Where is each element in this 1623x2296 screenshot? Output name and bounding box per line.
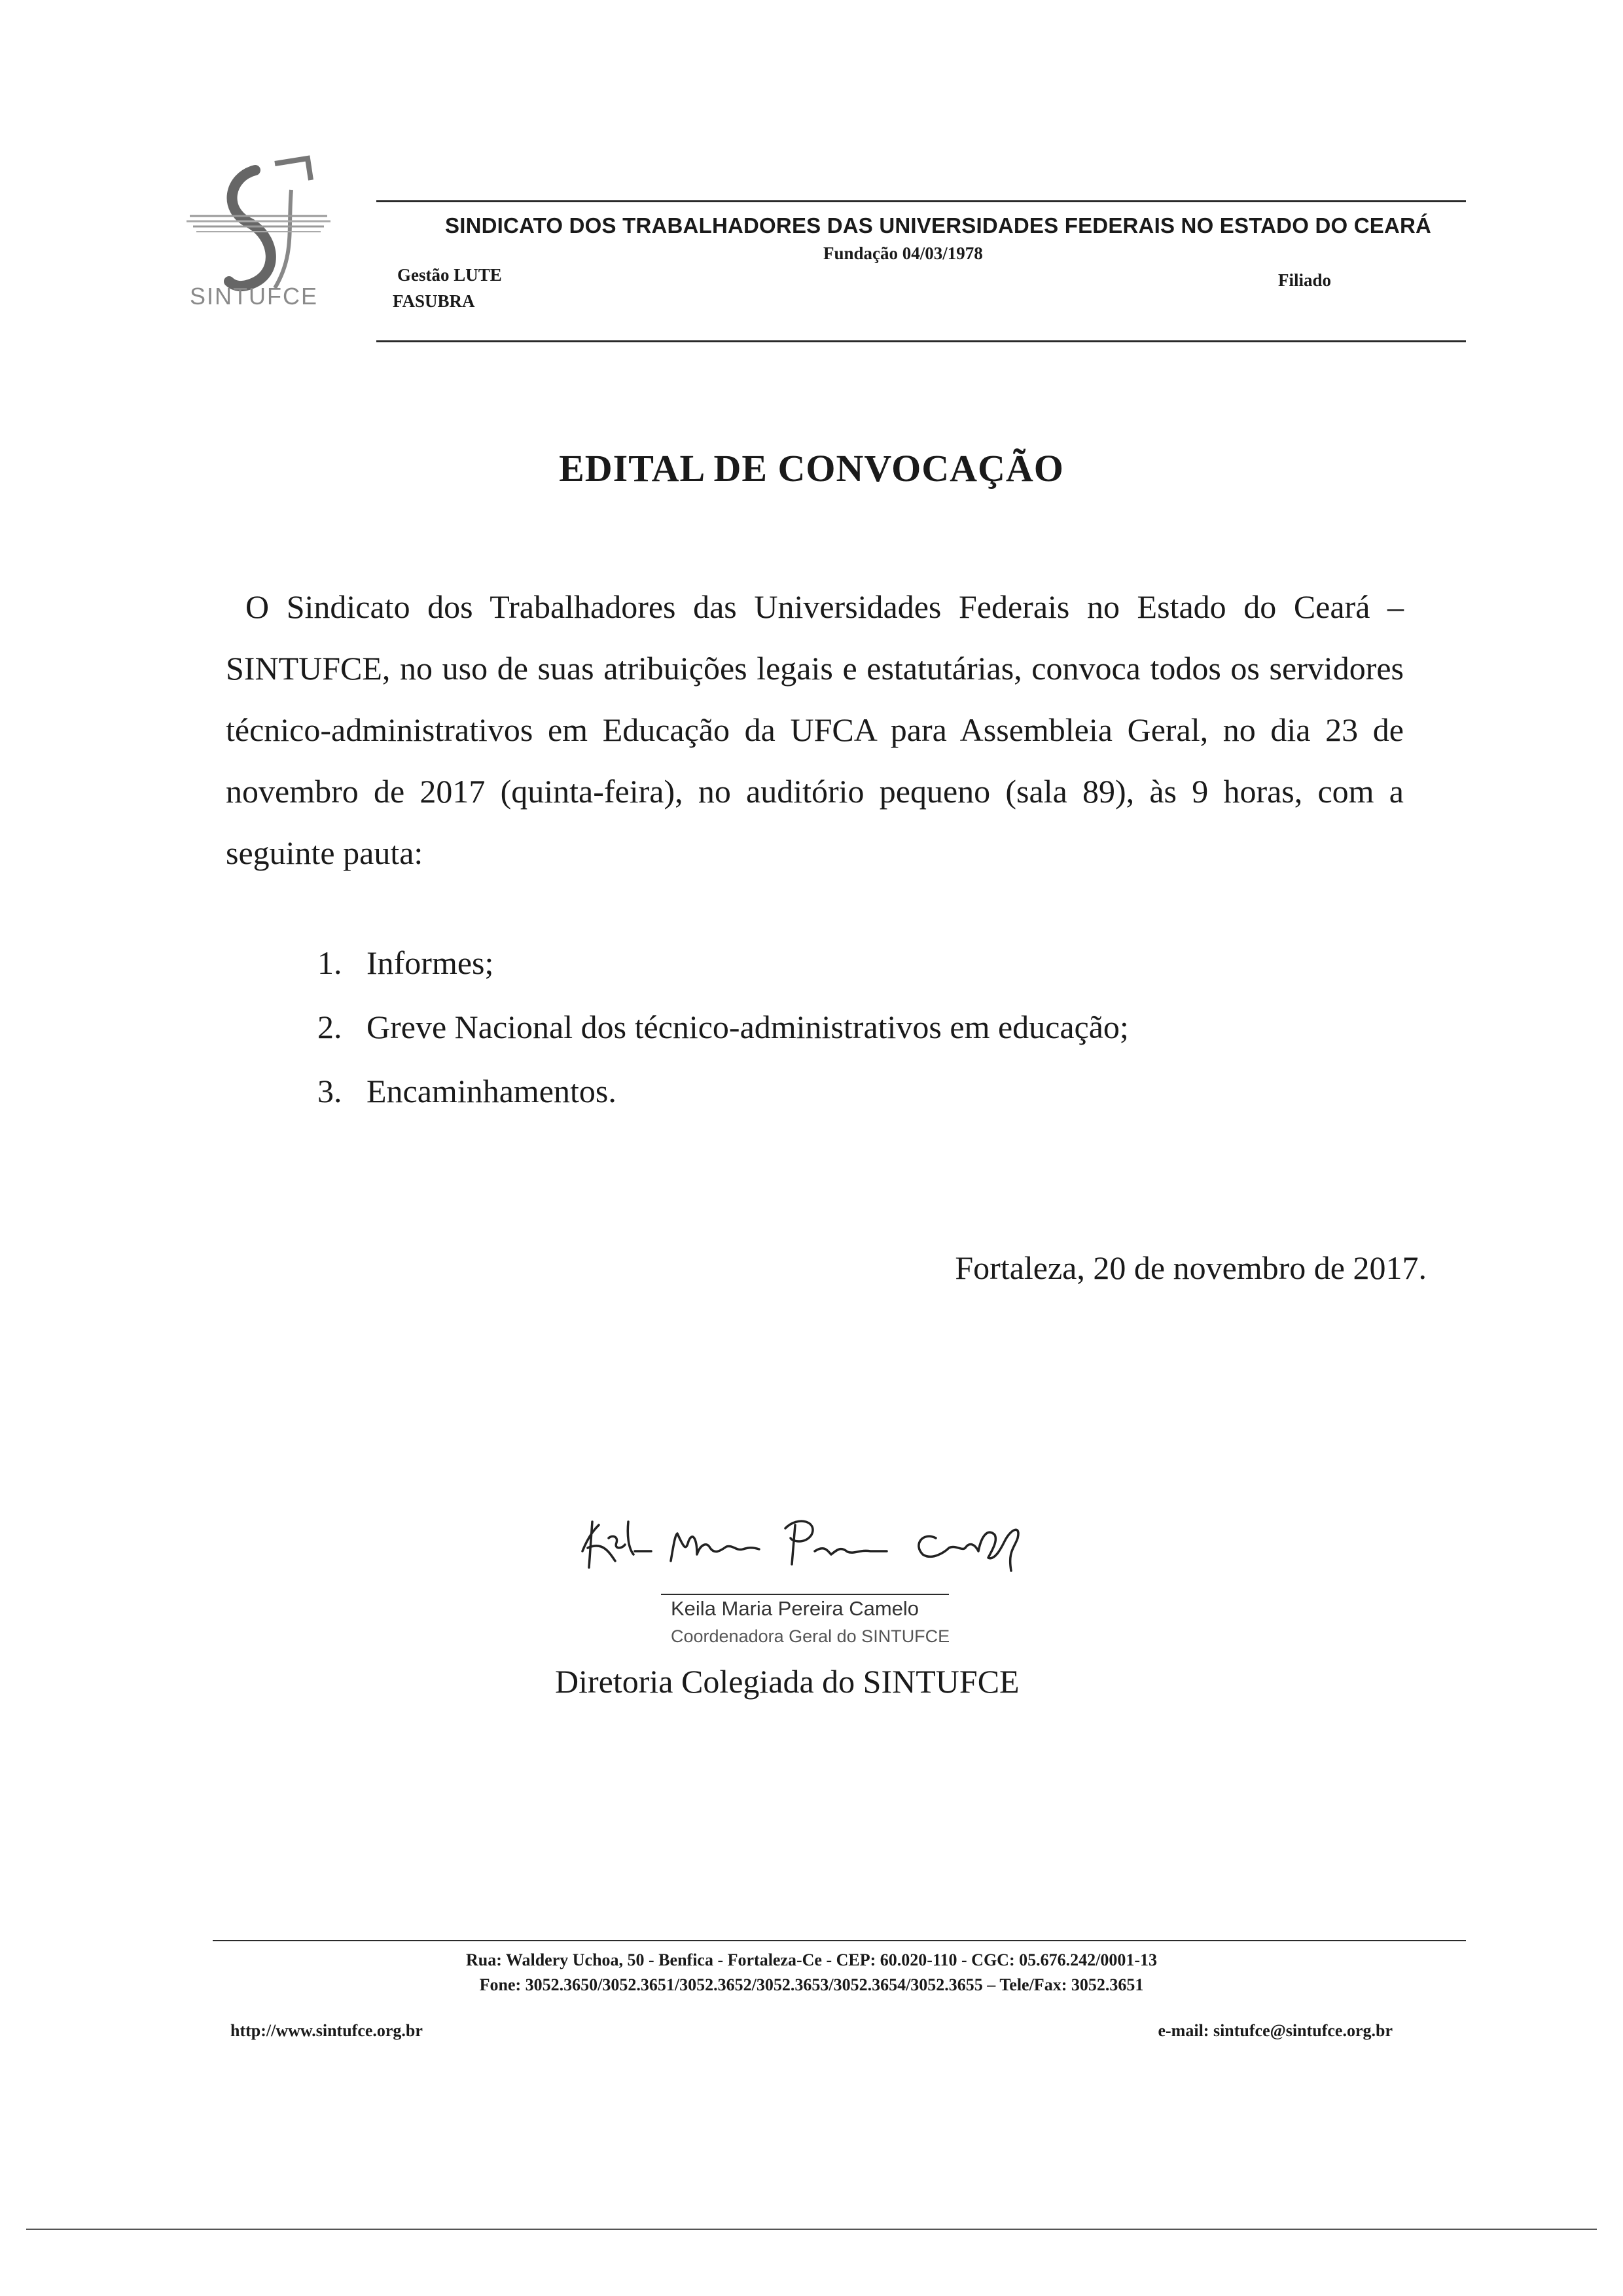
footer-address: Rua: Waldery Uchoa, 50 - Benfica - Fortaleza-Ce - CEP: 60.020-110 - CGC: 05.676.242/0001-13 <box>466 1950 1157 1969</box>
document-title: EDITAL DE CONVOCAÇÃO <box>559 447 1064 490</box>
footer-email[interactable]: e-mail: sintufce@sintufce.org.br <box>1158 2021 1393 2040</box>
agenda-number: 3. <box>317 1073 342 1109</box>
foundation-date: Fundação 04/03/1978 <box>823 243 983 263</box>
agenda-text: Encaminhamentos. <box>366 1073 616 1109</box>
board-name: Diretoria Colegiada do SINTUFCE <box>555 1663 1020 1700</box>
agenda-item <box>317 1008 1129 1046</box>
signature-line <box>661 1594 949 1595</box>
place-date: Fortaleza, 20 de novembro de 2017. <box>955 1249 1427 1286</box>
signer-name: Keila Maria Pereira Camelo <box>671 1597 919 1620</box>
agenda-item <box>317 944 493 982</box>
agenda-text: Informes; <box>366 944 494 981</box>
logo-label: SINTUFCE <box>190 283 318 310</box>
signer-role: Coordenadora Geral do SINTUFCE <box>671 1626 950 1646</box>
agenda-text: Greve Nacional dos técnico-administrativos em educação; <box>366 1009 1129 1045</box>
footer-website[interactable]: http://www.sintufce.org.br <box>230 2021 423 2040</box>
agenda-number: 2. <box>317 1009 342 1045</box>
header-top-rule <box>376 200 1466 202</box>
federation-label: FASUBRA <box>393 291 475 311</box>
page-edge-line <box>26 2229 1597 2230</box>
union-name: SINDICATO DOS TRABALHADORES DAS UNIVERSIDADES FEDERAIS NO ESTADO DO CEARÁ <box>445 213 1432 238</box>
convocation-paragraph: O Sindicato dos Trabalhadores das Universidades Federais no Estado do Ceará – SINTUFCE, no uso de suas atribuições legais e estatutárias, convoca todos os servidores técnico-administrativos em Educação da UFCA para Assembleia Geral, no dia 23 de novembro de 2017 (quinta-feira), no auditório pequeno (sala 89), às 9 horas, com a seguinte pauta: <box>226 588 1404 871</box>
footer-phones: Fone: 3052.3650/3052.3651/3052.3652/3052.3653/3052.3654/3052.3655 – Tele/Fax: 3052.3651 <box>479 1975 1144 1994</box>
agenda-item <box>317 1072 616 1110</box>
header-bottom-rule <box>376 340 1466 342</box>
handwritten-signature <box>569 1489 1106 1594</box>
agenda-number: 1. <box>317 944 342 981</box>
management-label: Gestão LUTE <box>397 265 502 285</box>
affiliated-label: Filiado <box>1278 270 1332 290</box>
footer-rule <box>213 1940 1466 1941</box>
